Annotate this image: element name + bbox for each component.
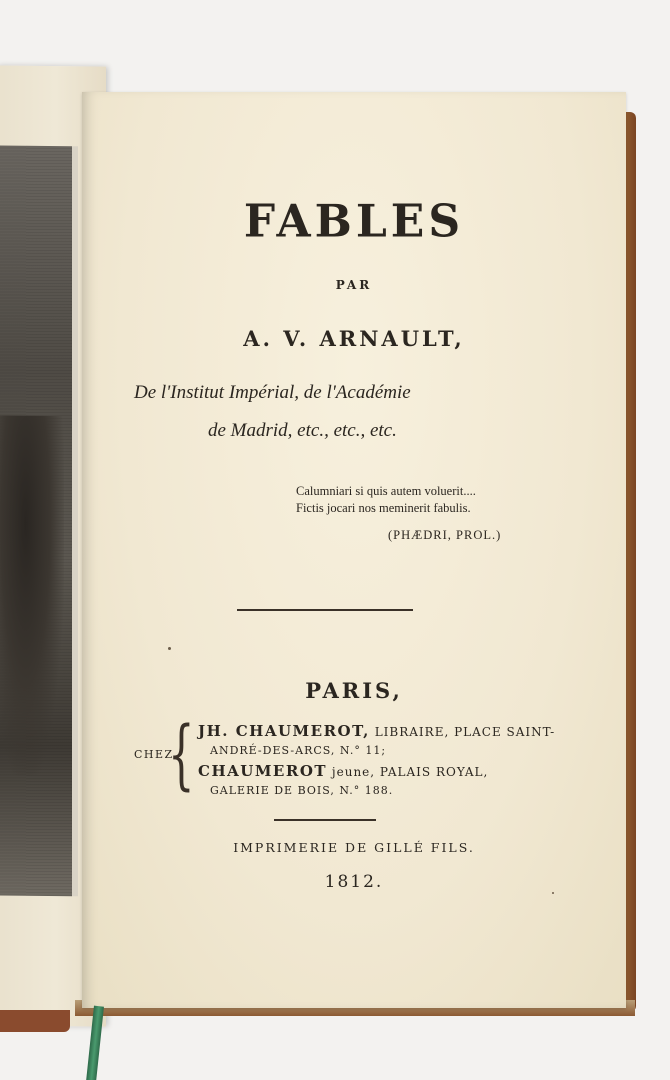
epigraph-line-2: Fictis jocari nos meminerit fabulis. [296, 501, 471, 515]
book-title: FABLES [243, 195, 465, 248]
paper-speck [552, 892, 554, 894]
left-cover-edge [0, 1010, 70, 1032]
publisher-2-address: jeune, PALAIS ROYAL, [331, 765, 489, 779]
frontispiece-engraving [0, 145, 78, 896]
publisher-1-name: JH. CHAUMEROT, [198, 722, 370, 740]
publication-city: PARIS, [305, 678, 403, 703]
author-affiliation-line-1: De l'Institut Impérial, de l'Académie [134, 382, 411, 403]
publisher-1-line-2: ANDRÉ-DES-ARCS, N.° 11; [210, 744, 387, 757]
publication-year: 1812. [324, 872, 384, 892]
publisher-2-name: CHAUMEROT [198, 762, 328, 780]
title-page [82, 92, 626, 1008]
paper-speck [168, 647, 171, 650]
divider-rule [237, 609, 413, 611]
by-label: PAR [335, 278, 373, 292]
publisher-2-line-1 [198, 762, 488, 780]
author-affiliation-line-2: de Madrid, etc., etc., etc. [208, 420, 397, 441]
printer-imprint: IMPRIMERIE DE GILLÉ FILS. [233, 840, 475, 855]
publisher-2-line-2: GALERIE DE BOIS, N.° 188. [210, 784, 394, 797]
publisher-brace: { [168, 709, 195, 798]
publisher-1-address: LIBRAIRE, PLACE SAINT- [374, 725, 556, 739]
epigraph-source: (PHÆDRI, PROL.) [388, 528, 502, 542]
engraving-figure [0, 415, 64, 776]
chez-label: CHEZ [134, 748, 174, 761]
divider-rule-short [274, 819, 376, 821]
epigraph-line-1: Calumniari si quis autem voluerit.... [296, 484, 476, 498]
publisher-1-line-1 [198, 722, 555, 740]
author-name: A. V. ARNAULT, [243, 326, 465, 351]
